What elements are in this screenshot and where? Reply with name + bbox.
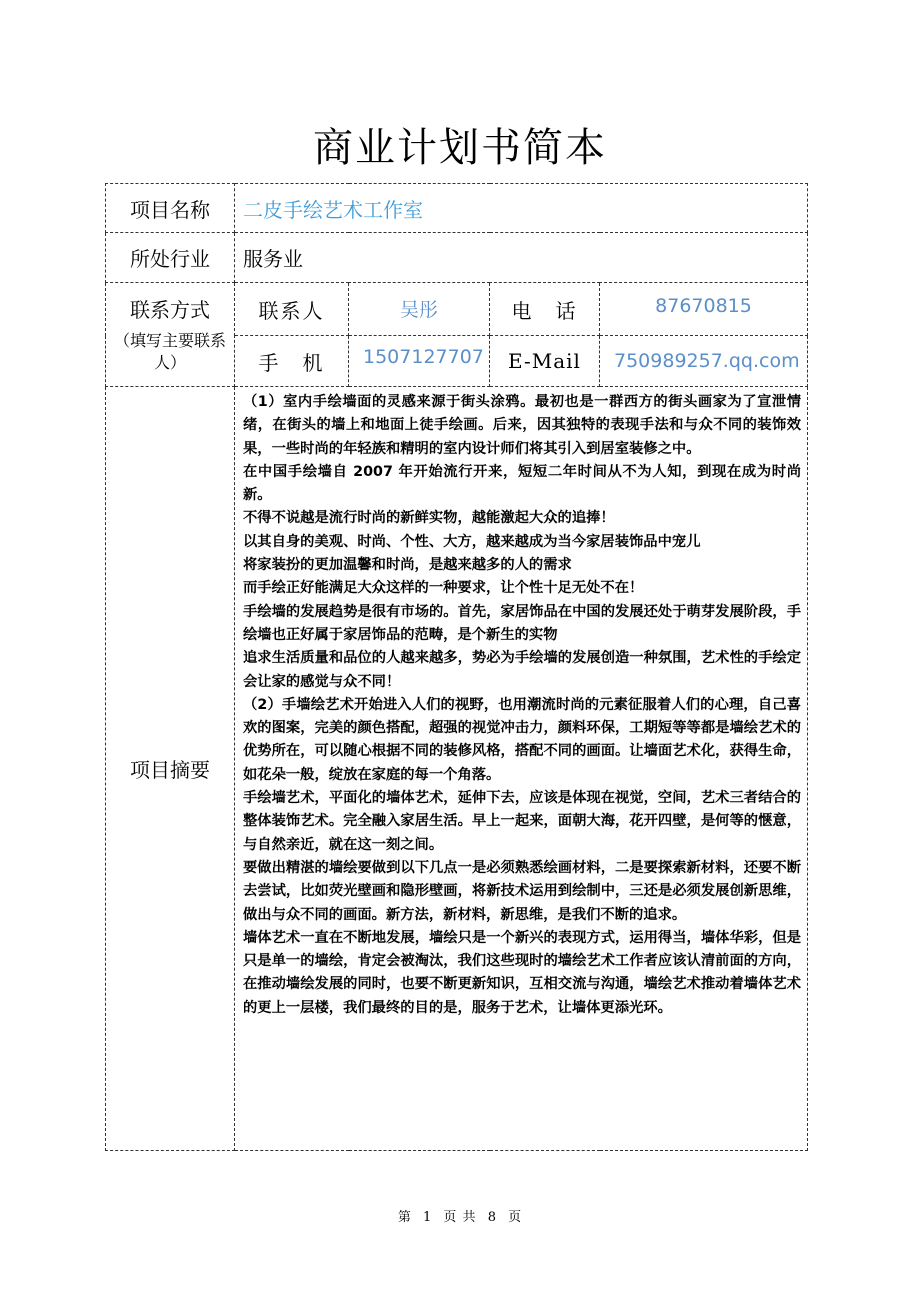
industry-label: 所处行业 bbox=[106, 233, 235, 283]
row-contact-1 bbox=[106, 283, 808, 336]
contact-person-value: 吴彤 bbox=[399, 299, 438, 321]
summary-paragraph: 不得不说越是流行时尚的新鲜实物，越能激起大众的追捧！ bbox=[243, 510, 615, 527]
summary-paragraph: 在中国手绘墙自 2007 年开始流行开来，短短二年时间从不为人知，到现在成为时尚新。 bbox=[243, 463, 801, 504]
summary-paragraph: （2）手墙绘艺术开始进入人们的视野，也用潮流时尚的元素征服着人们的心理，自己喜欢的图案，完美的颜色搭配，超强的视觉冲击力，颜料环保，工期短等等都是墙绘艺术的优势所在，可以随心根据不同的装修风格，搭配不同的画面。让墙面艺术化，获得生命，如花朵一般，绽放在家庭的每一个角落。 bbox=[243, 696, 801, 783]
row-industry bbox=[106, 233, 808, 283]
project-name-value: 二皮手绘艺术工作室 bbox=[243, 197, 423, 222]
phone-cell[interactable] bbox=[600, 283, 808, 336]
project-name-label: 项目名称 bbox=[106, 184, 235, 233]
row-project-name bbox=[106, 184, 808, 233]
business-plan-table bbox=[105, 183, 808, 1151]
summary-paragraph: 手绘墙的发展趋势是很有市场的。首先，家居饰品在中国的发展还处于萌芽发展阶段，手绘墙也正好属于家居饰品的范畴，是个新生的实物 bbox=[243, 603, 801, 643]
summary-paragraph: 将家装扮的更加温馨和时尚，是越来越多的人的需求 bbox=[243, 557, 572, 574]
summary-paragraph: 墙体艺术一直在不断地发展，墙绘只是一个新兴的表现方式，运用得当，墙体华彩，但是只是单一的墙绘，肯定会被淘汰，我们这些现时的墙绘艺术工作者应该认清前面的方向，在推动墙绘发展的同时，也要不断更新知识，互相交流与沟通，墙绘艺术推动着墙体艺术的更上一层楼，我们最终的目的是，服务于艺术，让墙体更添光环。 bbox=[243, 929, 801, 1016]
footer-suffix: 页 bbox=[508, 1210, 523, 1225]
summary-paragraph: 手绘墙艺术，平面化的墙体艺术，延伸下去，应该是体现在视觉，空间，艺术三者结合的整体装饰艺术。完全融入家居生活。早上一起来，面朝大海，花开四壁，是何等的惬意，与自然亲近，就在这一刻之间。 bbox=[243, 790, 801, 853]
phone-value: 87670815 bbox=[655, 295, 752, 317]
row-summary bbox=[106, 387, 808, 1151]
footer-prefix: 第 bbox=[397, 1210, 412, 1225]
page-footer bbox=[0, 1206, 920, 1225]
mobile-value: 1507127707 bbox=[363, 346, 484, 368]
industry-cell[interactable] bbox=[235, 233, 808, 283]
summary-text bbox=[243, 391, 801, 1020]
contact-method-label: 联系方式 bbox=[130, 297, 210, 322]
summary-paragraph: 以其自身的美观、时尚、个性、大方，越来越成为当今家居装饰品中宠儿 bbox=[243, 533, 701, 550]
project-name-cell[interactable] bbox=[235, 184, 808, 233]
mobile-cell[interactable] bbox=[349, 336, 490, 387]
mobile-label: 手 机 bbox=[235, 336, 349, 387]
industry-value: 服务业 bbox=[243, 247, 303, 271]
contact-method-note: （填写主要联系人） bbox=[113, 330, 226, 372]
contact-method-cell bbox=[106, 283, 235, 387]
summary-cell[interactable] bbox=[235, 387, 808, 1151]
footer-total-pages: 8 bbox=[487, 1210, 497, 1225]
contact-person-label: 联系人 bbox=[235, 283, 349, 336]
email-label: E-Mail bbox=[490, 336, 600, 387]
phone-label: 电 话 bbox=[490, 283, 600, 336]
summary-label: 项目摘要 bbox=[106, 387, 235, 1151]
email-value: 750989257.qq.com bbox=[614, 350, 800, 372]
summary-paragraph: 要做出精湛的墙绘要做到以下几点一是必须熟悉绘画材料，二是要探索新材料，还要不断去尝试，比如荧光壁画和隐形壁画，将新技术运用到绘制中，三还是必须发展创新思维，做出与众不同的画面。新方法，新材料，新思维，是我们不断的追求。 bbox=[243, 859, 801, 923]
footer-middle: 页 共 bbox=[443, 1210, 477, 1225]
email-cell[interactable] bbox=[600, 336, 808, 387]
summary-paragraph: （1）室内手绘墙面的灵感来源于街头涂鸦。最初也是一群西方的街头画家为了宣泄情绪，在街头的墙上和地面上徒手绘画。后来，因其独特的表现手法和与众不同的装饰效果，一些时尚的年轻族和精明的室内设计师们将其引入到居室装修之中。 bbox=[243, 394, 801, 457]
page-title: 商业计划书简本 bbox=[313, 125, 607, 171]
summary-paragraph: 追求生活质量和品位的人越来越多，势必为手绘墙的发展创造一种氛围，艺术性的手绘定会让家的感觉与众不同！ bbox=[243, 650, 801, 690]
contact-person-cell[interactable] bbox=[349, 283, 490, 336]
footer-page-number: 1 bbox=[423, 1210, 433, 1225]
summary-paragraph: 而手绘正好能满足大众这样的一种要求，让个性十足无处不在！ bbox=[243, 580, 644, 597]
